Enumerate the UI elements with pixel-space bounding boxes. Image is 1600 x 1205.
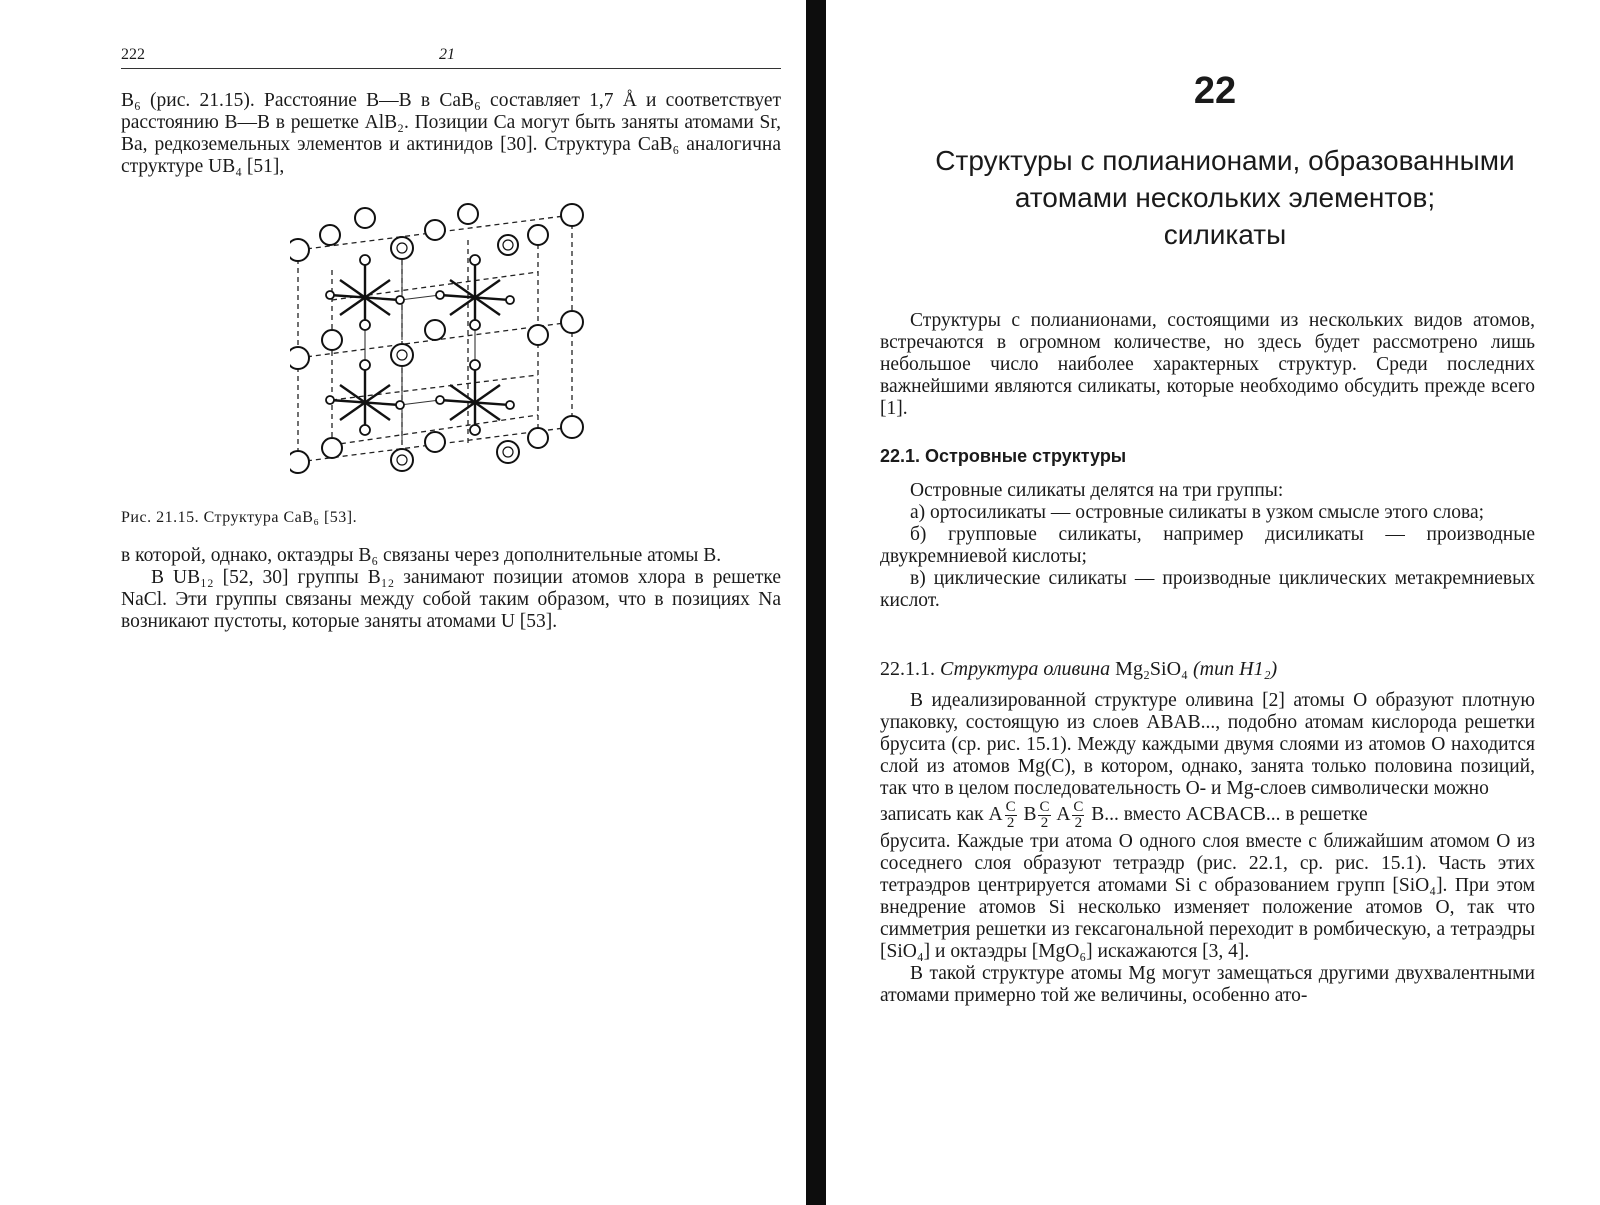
paragraph-cab6 xyxy=(121,90,781,178)
paragraph-text: брусита. Каждые три атома O одного слоя вместе с ближайшим атомом O из соседнего слоя образуют тетраэдр (рис. 22.1, ср. рис. 15.1). Часть этих тетраэдров центрируется атомами Si с образованием групп [SiO₄]. При этом внедрение атомов Si несколько изменяет положение атомов O, так что симметрия решетки из гексагональной переходит в ромбическую, а тетраэдры [SiO₄] и октаэдры [MgO₆] искажаются [3, 4]. xyxy=(880,831,1535,962)
book-gutter xyxy=(806,0,826,1205)
chapter-marker: 21 xyxy=(439,46,455,63)
paragraph-text: В такой структуре атомы Mg могут замещаться другими двухвалентными атомами примерно той же величины, особенно ато- xyxy=(880,963,1535,1006)
layer-sequence-formula xyxy=(880,800,1535,831)
chapter-title xyxy=(840,142,1600,253)
paragraph-text: В идеализированной структуре оливина [2] атомы O образуют плотную упаковку, состоящую из слоев ABAB..., подобно атомам кислорода решетки брусита (ср. рис. 15.1). Между каждыми двумя слоями из атомов O находится слой из атомов Mg(C), в котором, однако, занята только половина позиций, так что в целом последовательность O- и Mg-слоев символически можно xyxy=(880,690,1535,799)
chapter-title-line: атомами нескольких элементов; xyxy=(1014,182,1436,213)
crystal-structure-drawing xyxy=(290,200,600,490)
chapter-number: 22 xyxy=(1193,70,1237,112)
formula-text: B... вместо ACBACB... в решетке xyxy=(1091,803,1368,825)
fraction-numerator: C xyxy=(1005,799,1016,815)
figure-cab6-structure xyxy=(290,200,600,490)
fraction-numerator: C xyxy=(1039,799,1050,815)
list-intro: Островные силикаты делятся на три группы: xyxy=(910,480,1284,501)
running-head xyxy=(121,46,781,69)
left-text-continuation xyxy=(121,545,781,633)
list-item: в) циклические силикаты — производные циклических метакремниевых кислот. xyxy=(880,568,1535,611)
paragraph-text: в которой, однако, октаэдры B₆ связаны через дополнительные атомы B. xyxy=(121,545,722,566)
page-number: 222 xyxy=(121,46,145,63)
fraction xyxy=(1038,800,1050,831)
figure-caption: Рис. 21.15. Структура CaB₆ [53]. xyxy=(121,509,358,526)
subsection-type: (тип H1₂) xyxy=(1193,658,1278,680)
subsection-formula: Mg₂SiO₄ xyxy=(1115,658,1189,680)
subsection-heading xyxy=(880,658,1535,680)
formula-text: A xyxy=(1056,803,1071,825)
subsection-number: 22.1.1. xyxy=(880,658,935,680)
olivine-description xyxy=(880,690,1535,1007)
fraction-denominator: 2 xyxy=(1040,815,1049,831)
chapter-title-line: Структуры с полианионами, образованными xyxy=(935,145,1515,176)
formula-text: B xyxy=(1023,803,1037,825)
formula-text: записать как A xyxy=(880,803,1003,825)
list-item: а) ортосиликаты — островные силикаты в узком смысле этого слова; xyxy=(910,502,1485,523)
fraction xyxy=(1005,800,1017,831)
paragraph-text: B₆ (рис. 21.15). Расстояние B—B в CaB₆ составляет 1,7 Å и соответствует расстоянию B—B в решетке AlB₂. Позиции Ca могут быть заняты атомами Sr, Ba, редкоземельных элементов и актинидов [30]. Структура CaB₆ аналогична структуре UB₄ [51], xyxy=(121,90,781,177)
fraction xyxy=(1072,800,1084,831)
right-page xyxy=(830,0,1600,1205)
list-item: б) групповые силикаты, например дисиликаты — производные двукремниевой кислоты; xyxy=(880,524,1535,567)
chapter-title-line: силикаты xyxy=(1163,219,1287,250)
paragraph-text: Структуры с полианионами, состоящими из нескольких видов атомов, встречаются в огромном количестве, но здесь будет рассмотрено лишь небольшое число наиболее характерных структур. Среди последних важнейшими являются силикаты, которые необходимо обсудить прежде всего [1]. xyxy=(880,310,1535,419)
paragraph-text: В UB₁₂ [52, 30] группы B₁₂ занимают позиции атомов хлора в решетке NaCl. Эти группы связаны между собой таким образом, что в позициях Na возникают пустоты, которые заняты атомами U [53]. xyxy=(121,567,781,632)
section-heading-text: 22.1. Островные структуры xyxy=(880,446,1127,466)
fraction-denominator: 2 xyxy=(1074,815,1083,831)
fraction-denominator: 2 xyxy=(1006,815,1015,831)
chapter-intro xyxy=(880,310,1535,420)
silicate-groups-list xyxy=(880,480,1535,612)
subsection-heading-text xyxy=(880,658,1535,680)
section-heading xyxy=(880,445,1535,467)
subsection-title: Структура оливина xyxy=(940,658,1111,680)
fraction-numerator: C xyxy=(1073,799,1084,815)
